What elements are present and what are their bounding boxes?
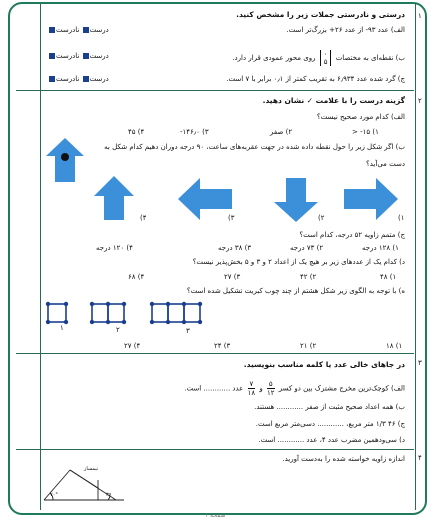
coord-bottom: ۵ (323, 58, 328, 66)
option[interactable]: ۴) ۲۷ (124, 342, 141, 350)
bisector-label: نیمساز (84, 466, 99, 472)
option[interactable]: ۳) ۲۷ (224, 273, 241, 281)
question-number: ۲ (418, 97, 422, 105)
figure-label: ۱ (60, 324, 64, 332)
option[interactable]: ۱) ۱۲۸ درجه (362, 244, 399, 252)
angle-label: ۳۰ (106, 492, 112, 498)
coord-top: ۰ (323, 50, 328, 58)
checkbox-icon[interactable] (49, 76, 55, 82)
divider (16, 449, 414, 450)
arrow-down-icon[interactable] (272, 176, 320, 224)
fraction-denominator: ۱۲ (266, 389, 275, 397)
fill-blank: ج) ۴۶ ۱/۳ متر مربع، ............ دسی‌متر مربع است. (255, 420, 405, 428)
question-title: در جاهای خالی عدد یا کلمه مناسب بنویسید. (243, 360, 405, 369)
checkbox-icon[interactable] (49, 27, 55, 33)
option[interactable]: ۳) ۱۴۶٫۰- (180, 128, 209, 136)
fraction-numerator: ۷ (249, 380, 254, 388)
statement: ج) گرد شده عدد ۶٫۹۳۴ به تقریب کمتر از ۰٫۱ برابر با ۷ است. (226, 75, 405, 83)
option[interactable]: ۲) ۷۳ درجه (290, 244, 324, 252)
sub-question: ج) متمم زاویه ۵۲ درجه، کدام است؟ (299, 231, 405, 239)
divider (16, 353, 414, 354)
arrow-left-icon[interactable] (176, 176, 234, 222)
option[interactable]: ۲) (318, 214, 325, 222)
divider (16, 90, 414, 91)
page-footer: صفحه ۱ (205, 512, 226, 519)
checkbox-icon[interactable] (83, 76, 89, 82)
fraction-numerator: ۵ (268, 380, 273, 388)
option[interactable]: ۲) صفر (270, 128, 293, 136)
option[interactable]: ۱) ۱۸ (386, 342, 403, 350)
option[interactable]: ۳) ۲۴ (214, 342, 231, 350)
checkbox-icon[interactable] (83, 27, 89, 33)
question-title: اندازه زاویه خواسته شده را به‌دست آورید. (282, 455, 405, 463)
sub-question: ه) با توجه به الگوی زیر شکل هشتم از چند چوب کبریت تشکیل شده است؟ (186, 287, 405, 295)
sub-question: دست می‌آید؟ (366, 160, 405, 168)
option[interactable]: ۱) (398, 214, 405, 222)
question-number: ۴ (418, 454, 422, 462)
fill-blank: د) سی‌ودهمین مضرب عدد ۴، عدد ............ است. (258, 436, 405, 444)
sub-question: الف) کدام مورد صحیح نیست؟ (316, 113, 405, 121)
angle-label: ۷۰° (50, 492, 58, 498)
option[interactable]: ۳) ۳۸ درجه (218, 244, 252, 252)
arrow-up-icon[interactable] (92, 174, 136, 222)
checkbox-icon[interactable] (83, 53, 89, 59)
true-false-choice[interactable]: درست نادرست (48, 26, 109, 35)
question-title: درستی و نادرستی جملات زیر را مشخص کنید. (236, 10, 405, 19)
sub-question: ب) اگر شکل زیر را حول نقطه داده شده در جهت عقربه‌های ساعت، ۹۰ درجه دوران دهیم کدام شکل به (104, 143, 405, 151)
option[interactable]: ۴) ۴۵ (128, 128, 145, 136)
sub-question: د) کدام یک از عددهای زیر بر هیچ یک از اعداد ۲ و ۳ و ۵ بخش‌پذیر نیست؟ (192, 258, 405, 266)
option[interactable]: ۴) ۶۸ (128, 273, 145, 281)
statement: ب) نقطه‌ای به مختصات ۰ ۵ روی محور عمودی قرار دارد. (232, 50, 405, 66)
checkbox-icon[interactable] (49, 53, 55, 59)
option[interactable]: ۲) ۴۲ (300, 273, 317, 281)
fill-blank: ب) همه اعداد صحیح مثبت از صفر ............ هستند. (254, 403, 405, 411)
option[interactable]: ۱) ۱۵- < (352, 128, 379, 136)
fraction-denominator: ۱۸ (247, 389, 256, 397)
rotation-point (61, 153, 69, 161)
figure-label: ۲ (116, 326, 120, 334)
option[interactable]: ۱) ۴۸ (380, 273, 397, 281)
option[interactable]: ۳) (228, 214, 235, 222)
true-false-choice[interactable]: درست نادرست (48, 52, 109, 61)
true-false-choice[interactable]: درست نادرست (48, 75, 109, 84)
figure-label: ۳ (186, 327, 190, 335)
statement: الف) عدد ۹۳- از عدد ۲۶+ بزرگ‌تر است. (286, 26, 405, 34)
arrow-right-icon[interactable] (342, 176, 400, 222)
question-number: ۳ (418, 359, 422, 367)
option[interactable]: ۴) ۱۲۰ درجه (96, 244, 133, 252)
question-title: گزینه درست را با علامت ✓ نشان دهید. (262, 96, 405, 105)
source-arrow-figure (44, 136, 86, 184)
question-number: ۱ (418, 12, 422, 20)
option[interactable]: ۴) (140, 214, 147, 222)
option[interactable]: ۲) ۲۱ (300, 342, 317, 350)
fill-blank: الف) کوچک‌ترین مخرج مشترک بین دو کسر ۵ ۱۲ و ۷ ۱۸ عدد ............ است. (184, 380, 405, 397)
matchstick-pattern-figure (44, 300, 224, 336)
